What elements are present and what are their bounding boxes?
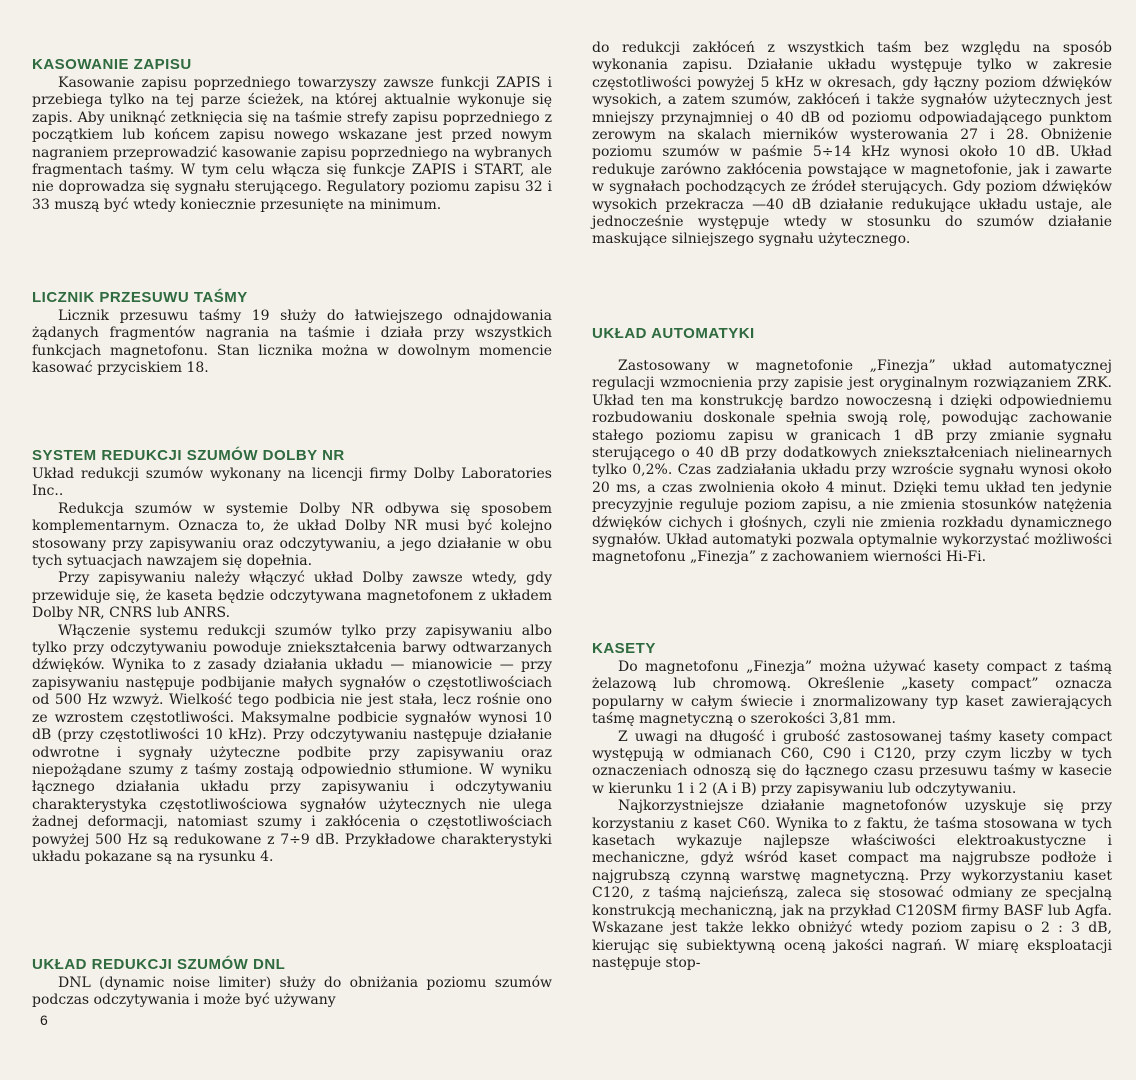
section-dnl [32, 956, 552, 1010]
paragraph: Układ redukcji szumów wykonany na licencji firmy Dolby Laboratories Inc.. [32, 466, 552, 500]
heading-kasowanie-zapisu: KASOWANIE ZAPISU [32, 56, 192, 73]
paragraph: Najkorzystniejsze działanie magnetofonów uzyskuje się przy korzystaniu z kaset C60. Wynika to z faktu, że taśma stosowana w tych kasetach wykazuje najlepsze właściwości elektroakustyczne i mechaniczne, gdyż wśród kaset compact ma najgrubsze podłoże i najgrubszą czynną warstwę magnetyczną. Przy wykorzystaniu kaset C120, z taśmą najcieńszą, zaleca się stosować odmiany ze specjalną konstrukcją mechaniczną, jak na przykład C120SM firmy BASF lub Agfa. Wskazane jest także lekko obniżyć wtedy poziom zapisu o 2 : 3 dB, kierując się subiektywną oceną jakości nagrań. W miarę eksploatacji następuje stop- [592, 798, 1112, 971]
paragraph: do redukcji zakłóceń z wszystkich taśm bez względu na sposób wykonania zapisu. Działanie układu występuje tylko w zakresie częstotliwości powyżej 5 kHz w okresach, gdy łączny poziom dźwięków wysokich, a zatem szumów, zakłóceń i także sygnałów użytecznych jest mniejszy przynajmniej o 40 dB od poziomu odpowiadającego punktom zerowym na skalach mierników wysterowania 27 i 28. Obniżenie poziomu szumów w paśmie 5÷14 kHz wynosi około 10 dB. Układ redukuje zarówno zakłócenia powstające w magnetofonie, jak i zawarte w sygnałach pochodzących ze źródeł sterujących. Gdy poziom dźwięków wysokich przekracza —40 dB działanie redukujące układu ustaje, ale jednocześnie występuje wtedy w stosunku do szumów działanie maskujące silniejszego sygnału użytecznego. [592, 40, 1112, 248]
section-licznik [32, 289, 552, 378]
paragraph: Zastosowany w magnetofonie „Finezja” układ automatycznej regulacji wzmocnienia przy zapisie jest oryginalnym rozwiązaniem ZRK. Układ ten ma konstrukcję bardzo nowoczesną i dzięki odpowiedniemu rozbudowaniu doskonale spełnia swoją rolę, powodując zachowanie stałego poziomu zapisu w granicach 1 dB przy zmianie sygnału sterującego o 40 dB przy dodatkowych zniekształceniach nielinearnych tylko 0,2%. Czas zadziałania układu przy wzroście sygnału wynosi około 20 ms, a czas zwolnienia około 4 minut. Dzięki temu układ ten jedynie precyzyjnie reguluje poziom zapisu, a nie zmienia stosunków natężenia dźwięków cichych i głośnych, czyli nie zmienia rozkładu dynamicznego sygnałów. Układ automatyki pozwala optymalnie wykorzystać możliwości magnetofonu „Finezja” z zachowaniem wierności Hi-Fi. [592, 358, 1112, 566]
heading-uklad-automatyki: UKŁAD AUTOMATYKI [592, 325, 755, 342]
paragraph: Włączenie systemu redukcji szumów tylko przy zapisywaniu albo tylko przy odczytywaniu powoduje zniekształcenia barwy odtwarzanych dźwięków. Wynika to z zasady działania układu — mianowicie — przy zapisywaniu następuje podbijanie małych sygnałów o częstotliwościach od 500 Hz wzwyż. Wielkość tego podbicia nie jest stała, lecz rośnie ono ze wzrostem częstotliwości. Maksymalne podbicie sygnałów wynosi 10 dB (przy częstotliwości 10 kHz). Przy odczytywaniu następuje działanie odwrotne i sygnały użyteczne podbite przy zapisywaniu oraz niepożądane szumy z taśmy zostają odpowiednio stłumione. W wyniku łącznego działania układu przy zapisywaniu i odczytywaniu charakterystyka częstotliwościowa sygnałów użytecznych nie ulega żadnej deformacji, natomiast szumy i zakłócenia o częstotliwościach powyżej 500 Hz są redukowane z 7÷9 dB. Przykładowe charakterystyki układu pokazane są na rysunku 4. [32, 622, 552, 865]
paragraph: DNL (dynamic noise limiter) służy do obniżania poziomu szumów podczas odczytywania i może być używany [32, 975, 552, 1009]
paragraph: Przy zapisywaniu należy włączyć układ Dolby zawsze wtedy, gdy przewiduje się, że kaseta będzie odczytywana magnetofonem z układem Dolby NR, CNRS lub ANRS. [32, 570, 552, 622]
paragraph: Z uwagi na długość i grubość zastosowanej taśmy kasety compact występują w odmianach C60, C90 i C120, przy czym liczby w tych oznaczeniach odnoszą się do łącznego czasu przesuwu taśmy w kasecie w kierunku 1 i 2 (A i B) przy zapisywaniu lub odczytywaniu. [592, 728, 1112, 797]
section-kasety [592, 640, 1112, 972]
page-number: 6 [40, 1012, 48, 1028]
section-automatyka [592, 325, 1112, 567]
heading-kasety: KASETY [592, 640, 656, 657]
section-dnl-continued [592, 40, 1112, 249]
section-kasowanie [32, 56, 552, 214]
heading-licznik-przesuwu: LICZNIK PRZESUWU TAŚMY [32, 289, 248, 306]
paragraph: Redukcja szumów w systemie Dolby NR odbywa się sposobem komplementarnym. Oznacza to, że układ Dolby NR musi być kolejno stosowany przy zapisywaniu oraz odczytywaniu, a jego działanie w obu tych sytuacjach nawzajem się dopełnia. [32, 500, 552, 570]
paragraph: Licznik przesuwu taśmy 19 służy do łatwiejszego odnajdowania żądanych fragmentów nagrania na taśmie i działa przy wszystkich funkcjach magnetofonu. Stan licznika można w dowolnym momencie kasować przyciskiem 18. [32, 308, 552, 377]
section-dolby [32, 447, 552, 866]
heading-dnl: UKŁAD REDUKCJI SZUMÓW DNL [32, 956, 286, 973]
paragraph: Kasowanie zapisu poprzedniego towarzyszy zawsze funkcji ZAPIS i przebiega tylko na tej parze ścieżek, na której aktualnie wykonuje się zapis. Aby uniknąć zetknięcia się na taśmie strefy zapisu poprzedniego z początkiem lub końcem zapisu nowego wskazane jest przed nowym nagraniem przeprowadzić kasowanie zapisu poprzedniego na wybranych fragmentach taśmy. W tym celu włącza się funkcje ZAPIS i START, ale nie doprowadza się sygnału sterującego. Regulatory poziomu zapisu 32 i 33 muszą być wtedy koniecznie przesunięte na minimum. [32, 75, 552, 213]
heading-dolby-nr: SYSTEM REDUKCJI SZUMÓW DOLBY NR [32, 447, 345, 464]
paragraph: Do magnetofonu „Finezja” można używać kasety compact z taśmą żelazową lub chromową. Określenie „kasety compact” oznacza popularny w całym świecie i znormalizowany typ kaset zawierających taśmę magnetyczną o szerokości 3,81 mm. [592, 659, 1112, 728]
